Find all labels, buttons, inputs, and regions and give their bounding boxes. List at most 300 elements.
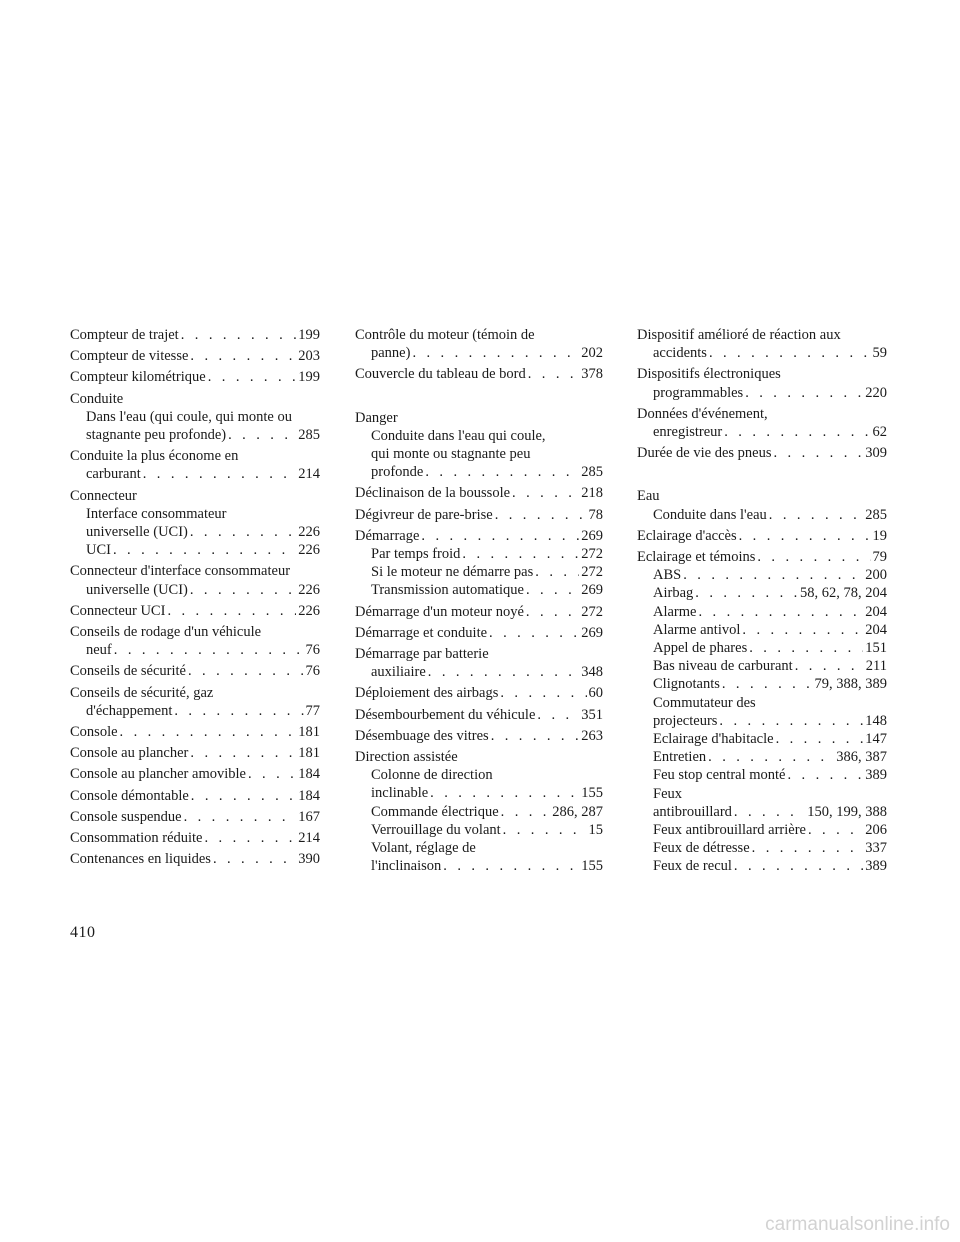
leader-dots (709, 344, 871, 362)
entry-text: Eclairage et témoins (637, 549, 756, 566)
index-subline (355, 581, 603, 599)
page-reference: 184 (298, 787, 320, 804)
index-subline (70, 541, 320, 559)
page-reference: 181 (298, 724, 320, 741)
index-entry (355, 484, 603, 502)
index-entry (637, 527, 887, 545)
leader-dots (248, 765, 296, 783)
leader-dots (190, 581, 296, 599)
leader-dots (708, 748, 834, 766)
index-line (70, 684, 320, 702)
entry-text: universelle (UCI) (86, 581, 188, 598)
page-reference: 226 (298, 524, 320, 541)
leader-dots (769, 506, 863, 524)
index-line (70, 487, 320, 505)
leader-dots (174, 702, 303, 720)
section-gap (355, 387, 603, 409)
index-entry (70, 662, 320, 680)
index-line (70, 368, 320, 386)
index-subline (637, 803, 887, 821)
index-subline (355, 857, 603, 875)
entry-text: Conduite la plus économe en (70, 448, 239, 465)
entry-text: projecteurs (653, 712, 718, 729)
entry-text: Commande électrique (371, 803, 499, 820)
entry-text: Conduite dans l'eau qui coule, (371, 427, 546, 444)
index-subline (637, 694, 887, 712)
index-line (70, 326, 320, 344)
entry-text: Désembourbement du véhicule (355, 706, 536, 723)
entry-text: inclinable (371, 785, 429, 802)
index-entry (70, 447, 320, 483)
index-subline (637, 566, 887, 584)
leader-dots (430, 784, 579, 802)
page-reference: 202 (581, 345, 603, 362)
index-line (637, 487, 887, 505)
index-subline (637, 821, 887, 839)
index-column-2 (355, 326, 603, 878)
entry-text: Démarrage et conduite (355, 624, 488, 641)
page-reference: 263 (581, 727, 603, 744)
index-entry (355, 624, 603, 642)
entry-text: Conduite dans l'eau (653, 506, 767, 523)
entry-text: auxiliaire (371, 664, 426, 681)
entry-text: Conduite (70, 390, 124, 407)
index-subline (637, 712, 887, 730)
watermark: carmanualsonline.info (765, 1214, 950, 1235)
leader-dots (190, 744, 296, 762)
index-subline (355, 427, 603, 445)
page-reference: 389 (865, 858, 887, 875)
page-reference: 15 (588, 821, 603, 838)
entry-text: stagnante peu profonde) (86, 427, 227, 444)
index-line (70, 447, 320, 465)
index-entry (637, 548, 887, 876)
entry-text: Démarrage (355, 527, 420, 544)
leader-dots (120, 723, 297, 741)
index-subline (355, 784, 603, 802)
index-line (637, 405, 887, 423)
index-entry (70, 347, 320, 365)
leader-dots (205, 829, 297, 847)
index-line (70, 787, 320, 805)
page-reference: 272 (581, 546, 603, 563)
leader-dots (491, 727, 580, 745)
leader-dots (188, 662, 304, 680)
page-reference: 269 (581, 582, 603, 599)
index-entry (70, 723, 320, 741)
leader-dots (808, 821, 863, 839)
index-entry (70, 829, 320, 847)
entry-text: Par temps froid (371, 546, 461, 563)
page-reference: 285 (865, 506, 887, 523)
index-subline (70, 581, 320, 599)
page-reference: 220 (865, 384, 887, 401)
index-line (70, 765, 320, 783)
entry-text: Feux de recul (653, 858, 732, 875)
page-reference: 151 (865, 640, 887, 657)
index-line (70, 808, 320, 826)
index-entry (70, 562, 320, 598)
index-subline (355, 445, 603, 463)
entry-text: Appel de phares (653, 640, 748, 657)
leader-dots (191, 787, 296, 805)
index-entry (355, 706, 603, 724)
index-subline (637, 639, 887, 657)
index-subline (637, 766, 887, 784)
index-subline (355, 563, 603, 581)
page-reference: 309 (865, 445, 887, 462)
index-line (70, 829, 320, 847)
index-entry (70, 850, 320, 868)
entry-text: Connecteur d'interface consommateur (70, 563, 291, 580)
leader-dots (757, 548, 870, 566)
entry-text: Durée de vie des pneus (637, 445, 772, 462)
index-line (355, 484, 603, 502)
page-reference: 199 (298, 369, 320, 386)
entry-text: Verrouillage du volant (371, 821, 501, 838)
page-reference: 351 (581, 706, 603, 723)
leader-dots (213, 850, 296, 868)
index-column-1 (70, 326, 320, 871)
page-reference: 272 (581, 603, 603, 620)
leader-dots (776, 730, 864, 748)
entry-text: Données d'événement, (637, 405, 768, 422)
entry-text: l'inclinaison (371, 858, 442, 875)
entry-text: Feu stop central monté (653, 767, 786, 784)
leader-dots (190, 523, 296, 541)
page-reference: 76 (305, 663, 320, 680)
leader-dots (208, 368, 297, 386)
index-entry (70, 744, 320, 762)
leader-dots (489, 624, 579, 642)
page-reference: 147 (865, 731, 887, 748)
index-line (355, 706, 603, 724)
page-reference: 337 (865, 840, 887, 857)
page-reference: 184 (298, 766, 320, 783)
page-reference: 226 (298, 542, 320, 559)
leader-dots (749, 639, 863, 657)
page-reference: 386, 387 (836, 749, 887, 766)
index-subline (70, 465, 320, 483)
entry-text: Conseils de sécurité, gaz (70, 684, 214, 701)
leader-dots (719, 712, 863, 730)
index-subline (355, 545, 603, 563)
index-line (355, 603, 603, 621)
entry-text: Dispositifs électroniques (637, 366, 781, 383)
entry-text: Couvercle du tableau de bord (355, 366, 526, 383)
entry-text: Compteur de trajet (70, 327, 179, 343)
index-subline (637, 657, 887, 675)
page-reference: 78 (588, 506, 603, 523)
entry-text: Alarme (653, 603, 697, 620)
index-subline (637, 603, 887, 621)
entry-text: Désembuage des vitres (355, 727, 489, 744)
index-subline (355, 839, 603, 857)
leader-dots (167, 602, 296, 620)
leader-dots (537, 706, 579, 724)
entry-text: Connecteur (70, 487, 137, 504)
entry-text: Console au plancher (70, 745, 189, 762)
index-column-3 (637, 326, 887, 879)
leader-dots (535, 563, 579, 581)
page-reference: 378 (581, 366, 603, 383)
entry-text: Transmission automatique (371, 582, 524, 599)
section-gap (637, 465, 887, 487)
page-reference: 79 (872, 549, 887, 566)
leader-dots (462, 545, 579, 563)
leader-dots (425, 463, 579, 481)
index-line (355, 527, 603, 545)
entry-text: Conseils de sécurité (70, 663, 186, 680)
page-reference: 218 (581, 485, 603, 502)
page-reference: 285 (581, 464, 603, 481)
index-entry (355, 365, 603, 383)
index-subline (637, 621, 887, 639)
leader-dots (113, 541, 296, 559)
page-reference: 348 (581, 664, 603, 681)
index-entry (355, 603, 603, 621)
entry-text: Console suspendue (70, 808, 182, 825)
page-number: 410 (70, 924, 96, 941)
index-line (355, 506, 603, 524)
entry-text: enregistreur (653, 424, 723, 441)
page-reference: 19 (872, 527, 887, 544)
index-entry (355, 645, 603, 681)
index-line (637, 548, 887, 566)
index-subline (355, 463, 603, 481)
index-subline (637, 344, 887, 362)
leader-dots (114, 641, 304, 659)
entry-text: Volant, réglage de (371, 840, 476, 857)
index-entry (355, 684, 603, 702)
page-reference: 226 (298, 581, 320, 598)
page-reference: 269 (581, 527, 603, 544)
index-subline (637, 857, 887, 875)
index-line (355, 365, 603, 383)
leader-dots (734, 857, 863, 875)
entry-text: Feux de détresse (653, 840, 750, 857)
entry-text: Feux antibrouillard arrière (653, 822, 806, 839)
entry-text: Dans l'eau (qui coule, qui monte ou (86, 408, 292, 425)
leader-dots (443, 857, 579, 875)
leader-dots (722, 675, 813, 693)
entry-text: Déclinaison de la boussole (355, 485, 511, 502)
leader-dots (698, 603, 863, 621)
entry-text: Danger (355, 409, 398, 426)
page-reference: 155 (581, 785, 603, 802)
index-line (70, 602, 320, 620)
page-reference: 60 (588, 685, 603, 702)
entry-text: Console (70, 724, 118, 741)
leader-dots (742, 621, 863, 639)
index-subline (355, 344, 603, 362)
page-reference: 272 (581, 564, 603, 581)
index-line (355, 748, 603, 766)
leader-dots (500, 684, 586, 702)
entry-text: Contenances en liquides (70, 851, 211, 868)
index-line (70, 723, 320, 741)
page-reference: 214 (298, 466, 320, 483)
page-reference: 59 (872, 345, 887, 362)
entry-text: Connecteur UCI (70, 602, 166, 619)
entry-text: Alarme antivol (653, 621, 741, 638)
page-reference: 204 (865, 621, 887, 638)
entry-text: Consommation réduite (70, 830, 203, 847)
index-subline (637, 748, 887, 766)
index-line (355, 727, 603, 745)
entry-text: Entretien (653, 749, 707, 766)
entry-text: Conseils de rodage d'un véhicule (70, 624, 262, 641)
index-line (70, 623, 320, 641)
index-line (70, 850, 320, 868)
entry-text: accidents (653, 345, 707, 362)
leader-dots (428, 663, 579, 681)
page-reference: 211 (865, 658, 887, 675)
leader-dots (787, 766, 863, 784)
entry-text: neuf (86, 642, 112, 659)
index-subline (637, 839, 887, 857)
entry-text: Si le moteur ne démarre pas (371, 564, 534, 581)
index-subline (637, 384, 887, 402)
index-entry (355, 326, 603, 362)
page-reference: 269 (581, 624, 603, 641)
index-subline (70, 702, 320, 720)
entry-text: Démarrage par batterie (355, 646, 489, 663)
index-subline (70, 426, 320, 444)
entry-text: panne) (371, 345, 411, 362)
index-line (70, 662, 320, 680)
entry-text: Clignotants (653, 676, 720, 693)
index-line (637, 444, 887, 462)
page-reference: 181 (298, 745, 320, 762)
leader-dots (528, 365, 580, 383)
index-line (355, 409, 603, 427)
page-reference: 203 (298, 348, 320, 365)
index-entry (355, 409, 603, 482)
index-line (70, 347, 320, 365)
index-subline (70, 408, 320, 426)
index-line (355, 624, 603, 642)
index-subline (355, 766, 603, 784)
index-subline (355, 663, 603, 681)
index-entry (70, 808, 320, 826)
index-entry (355, 727, 603, 745)
entry-text: Feux (653, 785, 682, 802)
index-entry (70, 326, 320, 344)
index-entry (637, 365, 887, 401)
index-entry (70, 368, 320, 386)
index-entry (355, 506, 603, 524)
index-entry (637, 326, 887, 362)
index-entry (70, 487, 320, 560)
index-subline (637, 730, 887, 748)
entry-text: Dégivreur de pare-brise (355, 506, 493, 523)
page-reference: 214 (298, 830, 320, 847)
entry-text: ABS (653, 567, 682, 584)
page-reference: 150, 199, 388 (807, 803, 887, 820)
entry-text: Direction assistée (355, 749, 458, 766)
page-reference: 200 (865, 567, 887, 584)
entry-text: universelle (UCI) (86, 524, 188, 541)
index-line (637, 365, 887, 383)
entry-text: profonde (371, 464, 424, 481)
index-subline (70, 523, 320, 541)
leader-dots (745, 384, 863, 402)
entry-text: carburant (86, 466, 141, 483)
index-line (355, 645, 603, 663)
leader-dots (695, 584, 798, 602)
entry-text: UCI (86, 542, 111, 559)
entry-text: Bas niveau de carburant (653, 658, 793, 675)
index-subline (70, 505, 320, 523)
page-reference: 58, 62, 78, 204 (800, 585, 887, 602)
index-subline (355, 821, 603, 839)
index-line (355, 326, 603, 344)
entry-text: Console démontable (70, 787, 189, 804)
index-entry (70, 684, 320, 720)
index-entry (70, 765, 320, 783)
index-subline (637, 785, 887, 803)
leader-dots (752, 839, 864, 857)
leader-dots (181, 326, 297, 344)
entry-text: Déploiement des airbags (355, 685, 499, 702)
page-reference: 155 (581, 858, 603, 875)
leader-dots (526, 603, 579, 621)
leader-dots (421, 527, 579, 545)
index-subline (637, 423, 887, 441)
entry-text: Colonne de direction (371, 767, 493, 784)
page-reference: 77 (305, 702, 320, 719)
page-reference: 148 (865, 712, 887, 729)
index-line (70, 562, 320, 580)
index-line (637, 527, 887, 545)
page-reference: 206 (865, 822, 887, 839)
leader-dots (503, 821, 587, 839)
page-reference: 285 (298, 427, 320, 444)
leader-dots (795, 657, 864, 675)
index-entry (637, 487, 887, 523)
index-subline (637, 584, 887, 602)
leader-dots (526, 581, 579, 599)
index-entry (355, 748, 603, 875)
leader-dots (739, 527, 871, 545)
entry-text: Eclairage d'accès (637, 527, 737, 544)
leader-dots (184, 808, 297, 826)
leader-dots (412, 344, 579, 362)
page-reference: 167 (298, 808, 320, 825)
index-entry (70, 623, 320, 659)
index-entry (70, 390, 320, 445)
index-subline (355, 803, 603, 821)
entry-text: Dispositif amélioré de réaction aux (637, 327, 841, 343)
leader-dots (773, 444, 863, 462)
page-reference: 390 (298, 851, 320, 868)
leader-dots (190, 347, 296, 365)
page-reference: 286, 287 (552, 803, 603, 820)
page-reference: 76 (305, 642, 320, 659)
index-subline (70, 641, 320, 659)
entry-text: Eclairage d'habitacle (653, 731, 774, 748)
index-line (70, 390, 320, 408)
index-entry (70, 602, 320, 620)
index-line (355, 684, 603, 702)
index-subline (637, 506, 887, 524)
entry-text: d'échappement (86, 702, 173, 719)
page-reference: 226 (298, 602, 320, 619)
index-line (637, 326, 887, 344)
page-reference: 204 (865, 603, 887, 620)
entry-text: Eau (637, 488, 660, 505)
